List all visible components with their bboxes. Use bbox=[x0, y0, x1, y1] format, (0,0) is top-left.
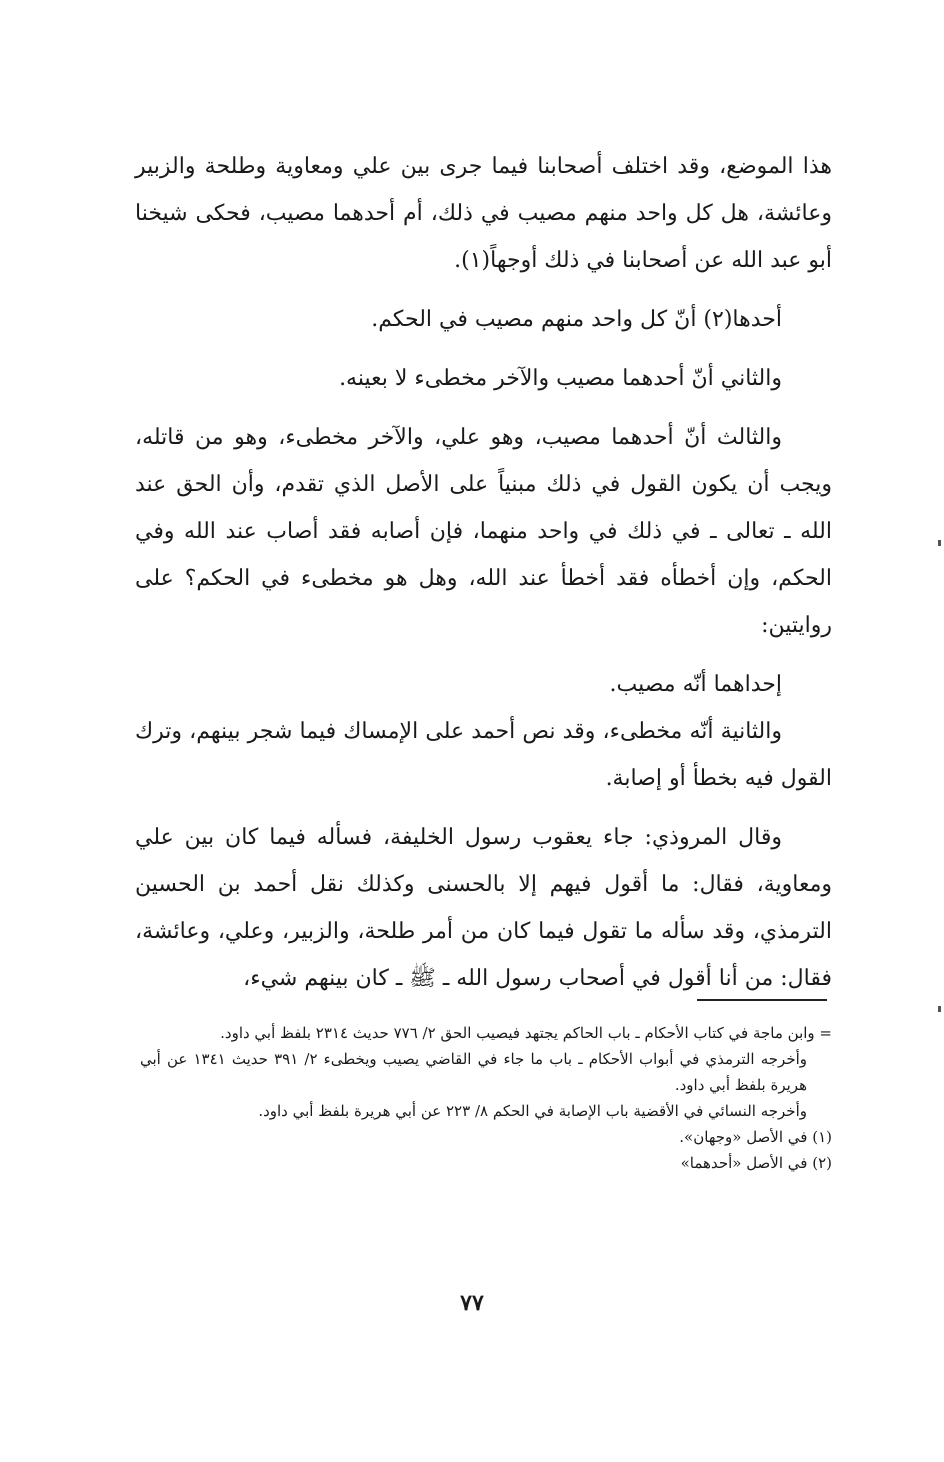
scan-mark bbox=[938, 540, 941, 546]
footnote-line: وأخرجه الترمذي في أبواب الأحكام ـ باب ما جاء في القاضي يصيب ويخطىء ٢/ ٣٩١ حديث ١٣٤١ عن أبي هريرة بلفظ أبي داود. bbox=[140, 1050, 807, 1094]
footnote-continuation: = وابن ماجة في كتاب الأحكام ـ باب الحاكم يجتهد فيصيب الحق ٢/ ٧٧٦ حديث ٢٣١٤ بلفظ أبي داود. bbox=[220, 1024, 832, 1042]
page-number: ٧٧ bbox=[460, 1290, 484, 1316]
paragraph-1: هذا الموضع، وقد اختلف أصحابنا فيما جرى بين علي ومعاوية وطلحة والزبير وعائشة، هل كل واحد منهم مصيب في ذلك، أم أحدهما مصيب، فحكى شيخنا أبو عبد الله عن أصحابنا في ذلك أوجهاً(١). bbox=[135, 154, 832, 273]
main-text bbox=[135, 143, 832, 1002]
paragraph-2: أحدها(٢) أنّ كل واحد منهم مصيب في الحكم. bbox=[371, 307, 782, 332]
paragraph-7: وقال المروذي: جاء يعقوب رسول الخليفة، فسأله فيما كان بين علي ومعاوية، فقال: ما أقول فيهم إلا بالحسنى وكذلك نقل أحمد بن الحسين الترمذي، وقد سأله ما تقول فيما كان من أمر طلحة، والزبير، وعلي، وعائشة، فقال: من أنا أقول في أصحاب رسول الله ـ ﷺ ـ كان بينهم شيء، bbox=[135, 825, 832, 991]
scan-mark bbox=[938, 1006, 941, 1012]
footnote-separator bbox=[697, 999, 827, 1001]
paragraph-6: والثانية أنّه مخطىء، وقد نص أحمد على الإمساك فيما شجر بينهم، وترك القول فيه بخطأ أو إصابة. bbox=[135, 719, 832, 791]
paragraph-3: والثاني أنّ أحدهما مصيب والآخر مخطىء لا بعينه. bbox=[339, 366, 782, 391]
footnote-line: وأخرجه النسائي في الأقضية باب الإصابة في الحكم ٨/ ٢٢٣ عن أبي هريرة بلفظ أبي داود. bbox=[258, 1102, 807, 1120]
paragraph-5: إحداهما أنّه مصيب. bbox=[609, 672, 782, 697]
footnote-2: (٢) في الأصل «أحدهما» bbox=[680, 1154, 832, 1172]
footnote-1: (١) في الأصل «وجهان». bbox=[679, 1128, 832, 1146]
footnotes bbox=[140, 1020, 832, 1176]
paragraph-4: والثالث أنّ أحدهما مصيب، وهو علي، والآخر مخطىء، وهو من قاتله، ويجب أن يكون القول في ذلك مبنياً على الأصل الذي تقدم، وأن الحق عند الله ـ تعالى ـ في ذلك في واحد منهما، فإن أصابه فقد أصاب عند الله وفي الحكم، وإن أخطأه فقد أخطأ عند الله، وهل هو مخطىء في الحكم؟ على روايتين: bbox=[135, 425, 832, 638]
